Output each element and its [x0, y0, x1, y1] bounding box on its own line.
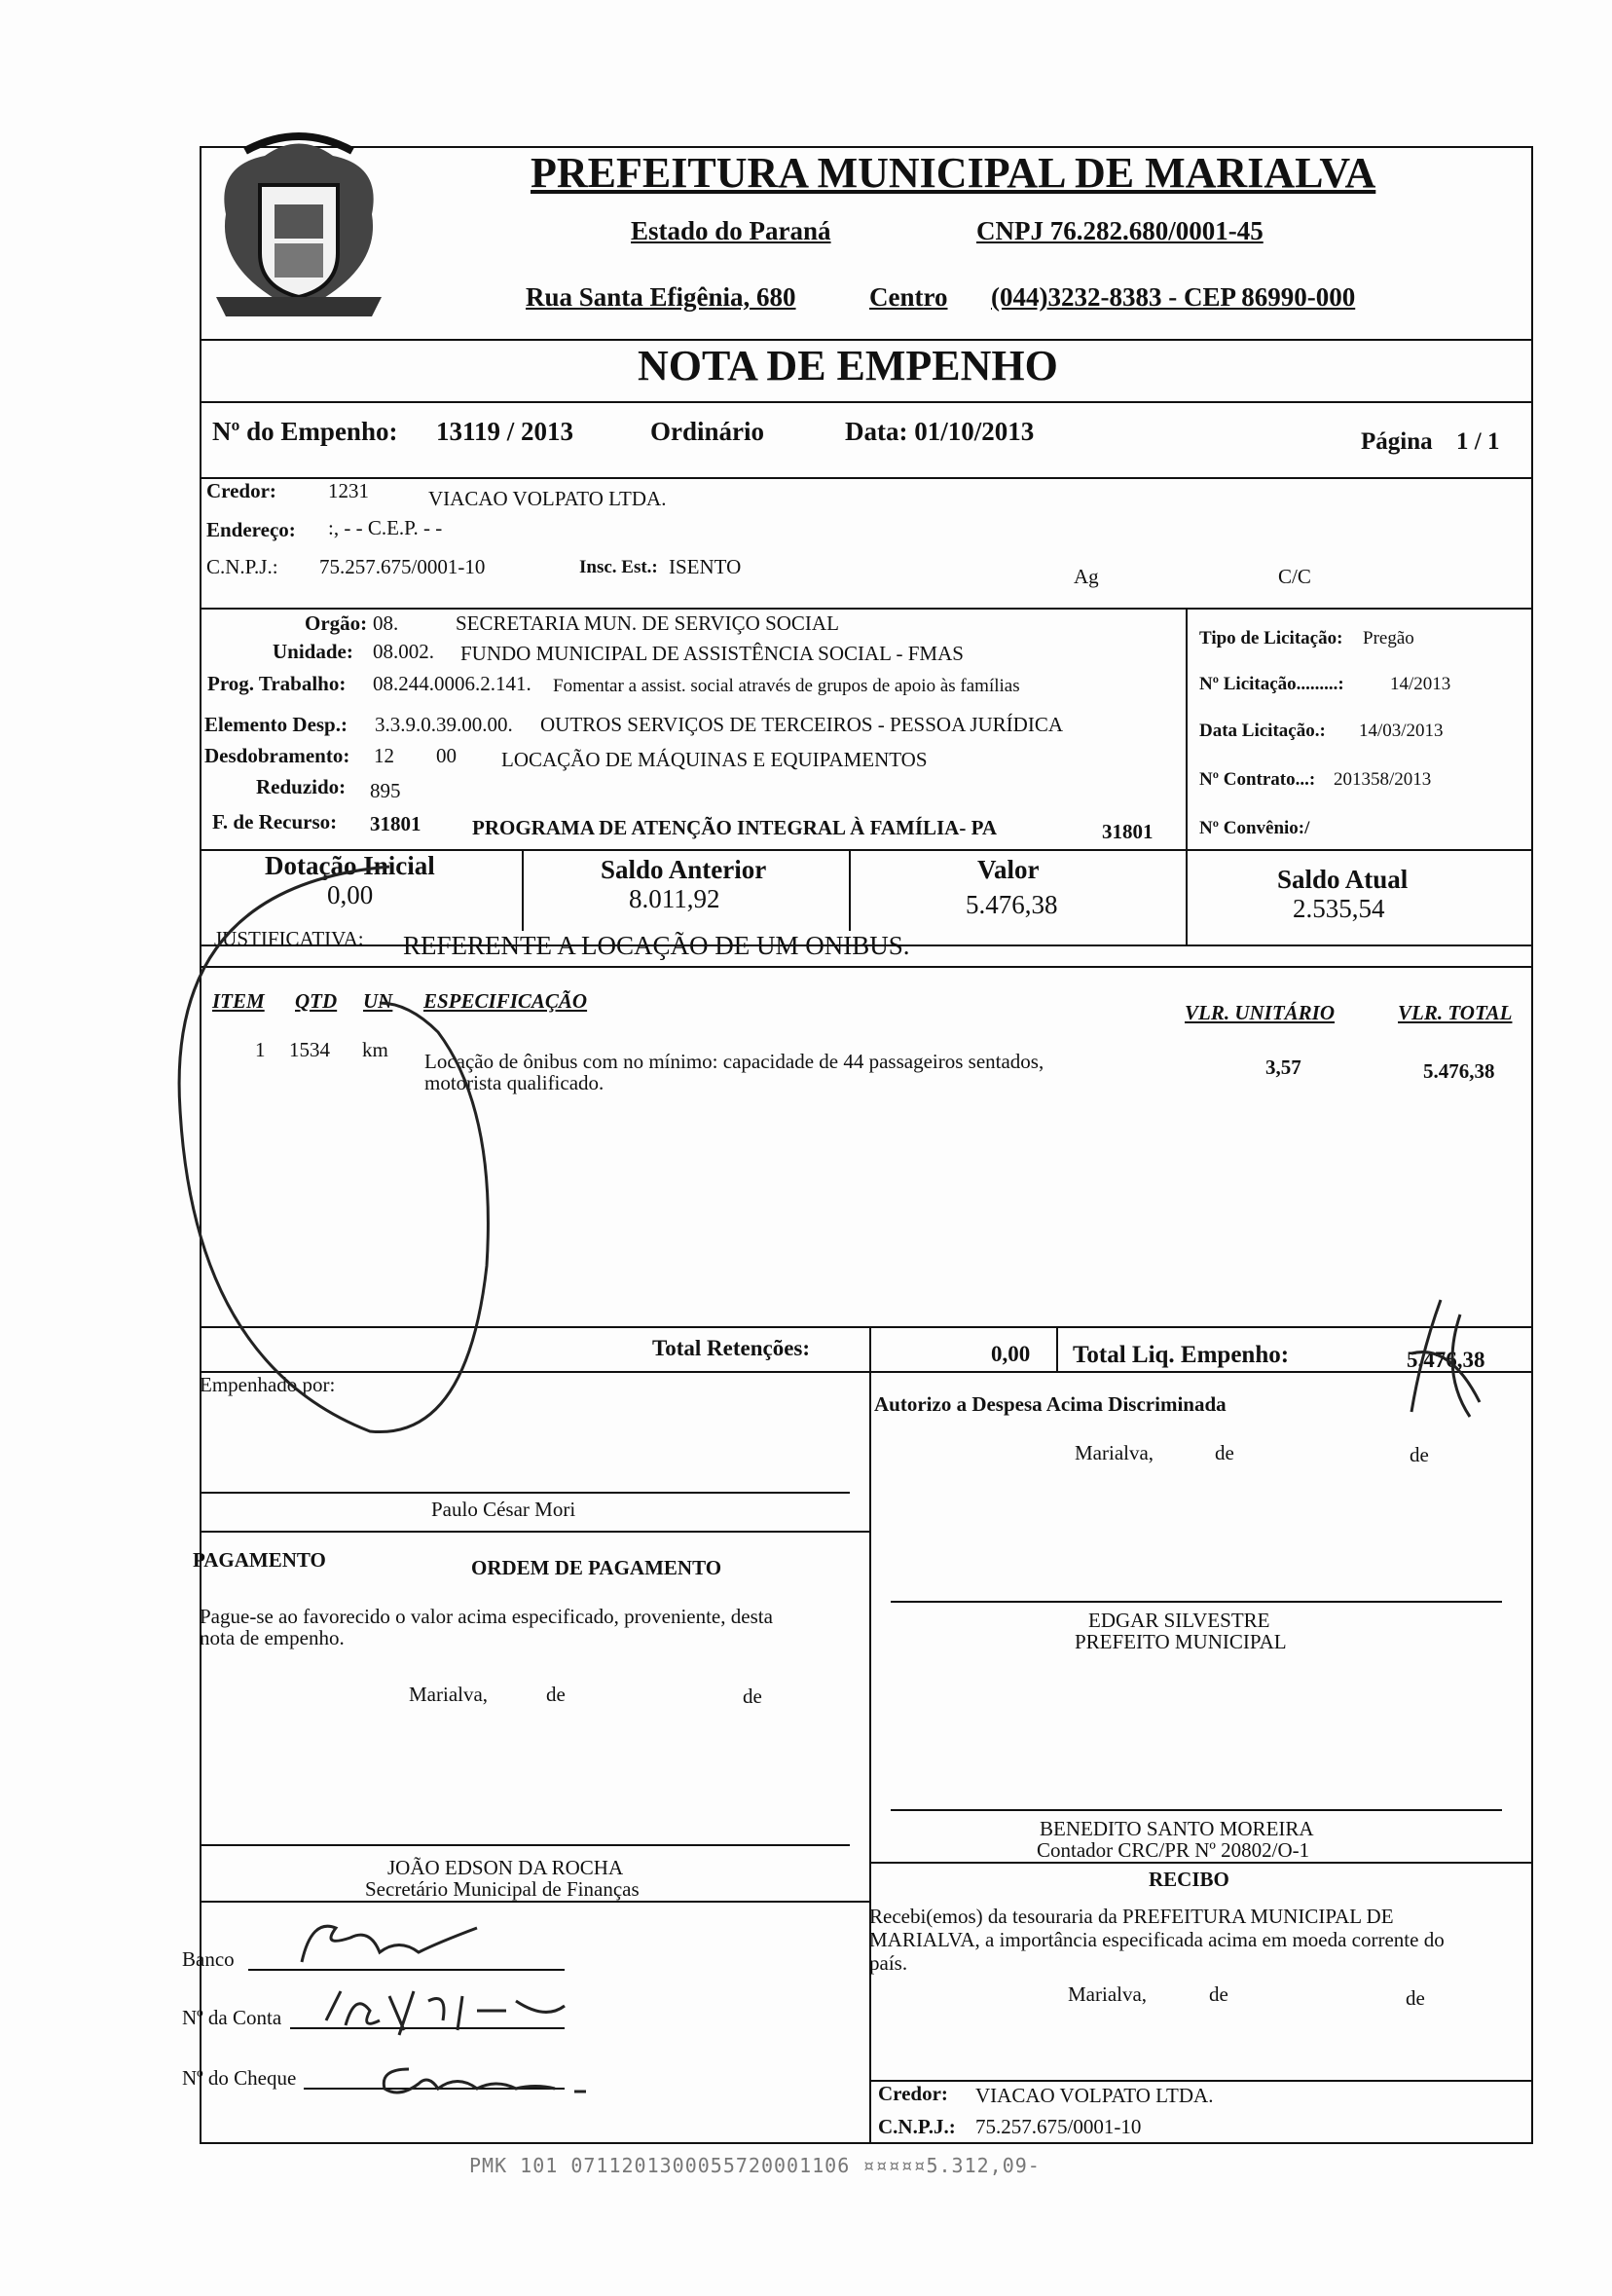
retencoes-value: 0,00: [991, 1342, 1031, 1366]
prefeito-name: EDGAR SILVESTRE: [1088, 1609, 1270, 1632]
recibo-text-3: país.: [869, 1951, 908, 1975]
handwritten-cheque-signature: [370, 2055, 594, 2103]
contador-line: [891, 1809, 1502, 1811]
col-item: ITEM: [212, 989, 265, 1013]
prefeito-line: [891, 1601, 1502, 1603]
autorizo-de-1: de: [1215, 1441, 1234, 1464]
orgao-label: Orgão:: [305, 611, 368, 635]
contador-name: BENEDITO SANTO MOREIRA: [1040, 1817, 1314, 1840]
recibo-de-1: de: [1209, 1982, 1228, 2006]
desdob-code: 12: [374, 744, 394, 767]
unidade-label: Unidade:: [273, 640, 353, 663]
banco-rule: [200, 1901, 871, 1903]
handwritten-banco-signature: [292, 1908, 487, 1977]
row-total: 5.476,38: [1423, 1059, 1495, 1083]
signer1-line: [200, 1492, 850, 1494]
totals-divider-1: [869, 1326, 871, 1371]
elemento-label: Elemento Desp.:: [204, 713, 348, 736]
elemento-name: OUTROS SERVIÇOS DE TERCEIROS - PESSOA JURÍDICA: [540, 713, 1064, 736]
anterior-value: 8.011,92: [629, 884, 720, 913]
empenho-label: Nº do Empenho:: [212, 417, 398, 446]
contrato-label: Nº Contrato...:: [1199, 769, 1316, 790]
unidade-name: FUNDO MUNICIPAL DE ASSISTÊNCIA SOCIAL - FMAS: [460, 642, 964, 665]
pagamento-label: PAGAMENTO: [193, 1548, 326, 1572]
justificativa-text: REFERENTE A LOCAÇÃO DE UM ONIBUS.: [403, 931, 910, 960]
autorizo-de-2: de: [1410, 1443, 1429, 1466]
conta-label: Nº da Conta: [182, 2006, 282, 2029]
footer-code: PMK 101 0711201300055720001106 ¤¤¤¤¤5.312,09-: [469, 2154, 1041, 2177]
cnpj-header: CNPJ 76.282.680/0001-45: [976, 216, 1264, 245]
credor-cnpj-label: C.N.P.J.:: [878, 2115, 956, 2138]
insc-value: ISENTO: [669, 555, 742, 578]
tipo-licitacao-value: Pregão: [1363, 628, 1414, 648]
insc-label: Insc. Est.:: [579, 557, 658, 577]
credor-name: VIACAO VOLPATO LTDA.: [428, 487, 667, 510]
pague-de-1: de: [546, 1683, 566, 1706]
prefeitura-title: PREFEITURA MUNICIPAL DE MARIALVA: [531, 149, 1376, 197]
retencoes-label: Total Retenções:: [652, 1336, 811, 1360]
autorizo-label: Autorizo a Despesa Acima Discriminada: [874, 1392, 1227, 1416]
state-name: Estado do Paraná: [631, 216, 831, 245]
data-licitacao-value: 14/03/2013: [1359, 721, 1444, 741]
cc-label: C/C: [1278, 565, 1311, 588]
dotacao-value: 0,00: [327, 880, 374, 909]
justificativa-label: JUSTIFICATIVA:: [214, 927, 364, 950]
municipal-coat-of-arms: [206, 127, 391, 326]
col-un: UN: [363, 989, 393, 1013]
street-address: Rua Santa Efigênia, 680: [526, 282, 796, 312]
numero-licitacao-value: 14/2013: [1390, 674, 1451, 694]
ordem-label: ORDEM DE PAGAMENTO: [471, 1556, 722, 1579]
recibo-text-1: Recebi(emos) da tesouraria da PREFEITURA MUNICIPAL DE: [869, 1905, 1394, 1928]
secretario-name: JOÃO EDSON DA ROCHA: [387, 1856, 624, 1879]
pague-text-1: Pague-se ao favorecido o valor acima especificado, proveniente, desta: [200, 1605, 773, 1628]
handwritten-initials-total: [1382, 1295, 1499, 1422]
recibo-de-2: de: [1406, 1986, 1425, 2010]
liquido-label: Total Liq. Empenho:: [1073, 1342, 1290, 1368]
cnpj-value: 75.257.675/0001-10: [319, 555, 486, 578]
reduzido-value: 895: [370, 779, 401, 802]
contrato-value: 201358/2013: [1334, 769, 1432, 790]
saldos-divider-3: [1186, 849, 1188, 946]
pague-marialva: Marialva,: [409, 1683, 489, 1706]
col-qtd: QTD: [295, 989, 338, 1013]
address-label: Endereço:: [206, 518, 296, 541]
empenho-number: 13119 / 2013: [436, 417, 574, 446]
valor-value: 5.476,38: [966, 890, 1058, 919]
orgao-code: 08.: [373, 611, 399, 635]
phone-cep: (044)3232-8383 - CEP 86990-000: [991, 282, 1356, 312]
row-unit: 3,57: [1265, 1055, 1301, 1079]
classification-divider: [1186, 608, 1188, 851]
row-qtd: 1534: [289, 1038, 330, 1061]
address-value: :, - - C.E.P. - -: [328, 516, 443, 539]
handwritten-conta-number: [321, 1981, 574, 2040]
prog-code: 08.244.0006.2.141.: [373, 672, 531, 695]
anterior-label: Saldo Anterior: [601, 855, 767, 884]
data-licitacao-label: Data Licitação.:: [1199, 721, 1326, 741]
col-spec: ESPECIFICAÇÃO: [423, 989, 588, 1013]
signer1-name: Paulo César Mori: [431, 1498, 576, 1521]
pagamento-rule: [200, 1531, 871, 1533]
district: Centro: [869, 282, 948, 312]
recibo-text-2: MARIALVA, a importância especificada acima em moeda corrente do: [869, 1928, 1445, 1951]
contador-title: Contador CRC/PR Nº 20802/O-1: [1037, 1838, 1310, 1862]
dotacao-label: Dotação Inicial: [265, 851, 435, 880]
recibo-marialva: Marialva,: [1068, 1982, 1148, 2006]
prog-label: Prog. Trabalho:: [207, 672, 347, 695]
valor-label: Valor: [977, 855, 1040, 884]
autorizo-marialva: Marialva,: [1075, 1441, 1154, 1464]
credor-code: 1231: [328, 479, 369, 502]
totals-divider-2: [1056, 1326, 1058, 1371]
credor-sign-line: [869, 2080, 1533, 2082]
recurso-label: F. de Recurso:: [212, 810, 338, 833]
cnpj-label: C.N.P.J.:: [206, 555, 278, 578]
empenhado-por-label: Empenhado por:: [200, 1373, 336, 1396]
orgao-name: SECRETARIA MUN. DE SERVIÇO SOCIAL: [456, 611, 839, 635]
pague-de-2: de: [743, 1685, 762, 1708]
saldos-divider-2: [849, 849, 851, 931]
secretario-line: [200, 1844, 850, 1846]
credor-label: Credor:: [206, 479, 276, 502]
ag-label: Ag: [1074, 565, 1099, 588]
elemento-code: 3.3.9.0.39.00.00.: [375, 713, 513, 736]
tipo-licitacao-label: Tipo de Licitação:: [1199, 628, 1343, 648]
atual-value: 2.535,54: [1293, 894, 1385, 923]
recurso-code-2: 31801: [1102, 820, 1154, 843]
liquido-value: 5.476,38: [1407, 1348, 1485, 1372]
desdob-label: Desdobramento:: [204, 744, 350, 767]
pague-text-2: nota de empenho.: [200, 1626, 345, 1649]
numero-licitacao-label: Nº Licitação.........:: [1199, 674, 1344, 694]
row-spec-line2: motorista qualificado.: [424, 1071, 604, 1094]
prog-name: Fomentar a assist. social através de grupos de apoio às famílias: [553, 676, 1020, 696]
credor-box: [200, 477, 1533, 610]
secretario-title: Secretário Municipal de Finanças: [365, 1877, 640, 1901]
recurso-name: PROGRAMA DE ATENÇÃO INTEGRAL À FAMÍLIA- PA: [472, 816, 998, 839]
unidade-code: 08.002.: [373, 640, 434, 663]
recurso-code: 31801: [370, 812, 421, 835]
col-unit: VLR. UNITÁRIO: [1185, 1001, 1336, 1024]
recibo-label: RECIBO: [1149, 1868, 1229, 1891]
empenho-type: Ordinário: [650, 417, 765, 446]
credor-cnpj-value: 75.257.675/0001-10: [975, 2115, 1142, 2138]
row-spec-line1: Locação de ônibus com no mínimo: capacidade de 44 passageiros sentados,: [424, 1050, 1044, 1073]
desdob-name: LOCAÇÃO DE MÁQUINAS E EQUIPAMENTOS: [501, 748, 928, 771]
credor-sign-label: Credor:: [878, 2082, 948, 2105]
desdob-sub: 00: [436, 744, 457, 767]
row-item: 1: [255, 1038, 266, 1061]
atual-label: Saldo Atual: [1277, 865, 1409, 894]
page-number: 1 / 1: [1456, 428, 1500, 455]
credor-sign-name: VIACAO VOLPATO LTDA.: [975, 2084, 1214, 2107]
page-label: Página: [1361, 428, 1433, 455]
handwritten-loop-mark: [146, 857, 555, 1461]
doc-title: NOTA DE EMPENHO: [638, 342, 1058, 389]
reduzido-label: Reduzido:: [256, 775, 347, 798]
recibo-rule: [869, 1862, 1533, 1864]
convenio-label: Nº Convênio:/: [1199, 818, 1310, 838]
cheque-label: Nº do Cheque: [182, 2066, 297, 2090]
sign-vertical-divider: [869, 1371, 871, 2144]
empenho-date: Data: 01/10/2013: [845, 417, 1035, 446]
col-total: VLR. TOTAL: [1398, 1001, 1513, 1024]
banco-label: Banco: [182, 1947, 235, 1971]
prefeito-title: PREFEITO MUNICIPAL: [1075, 1630, 1287, 1653]
row-un: km: [362, 1038, 388, 1061]
